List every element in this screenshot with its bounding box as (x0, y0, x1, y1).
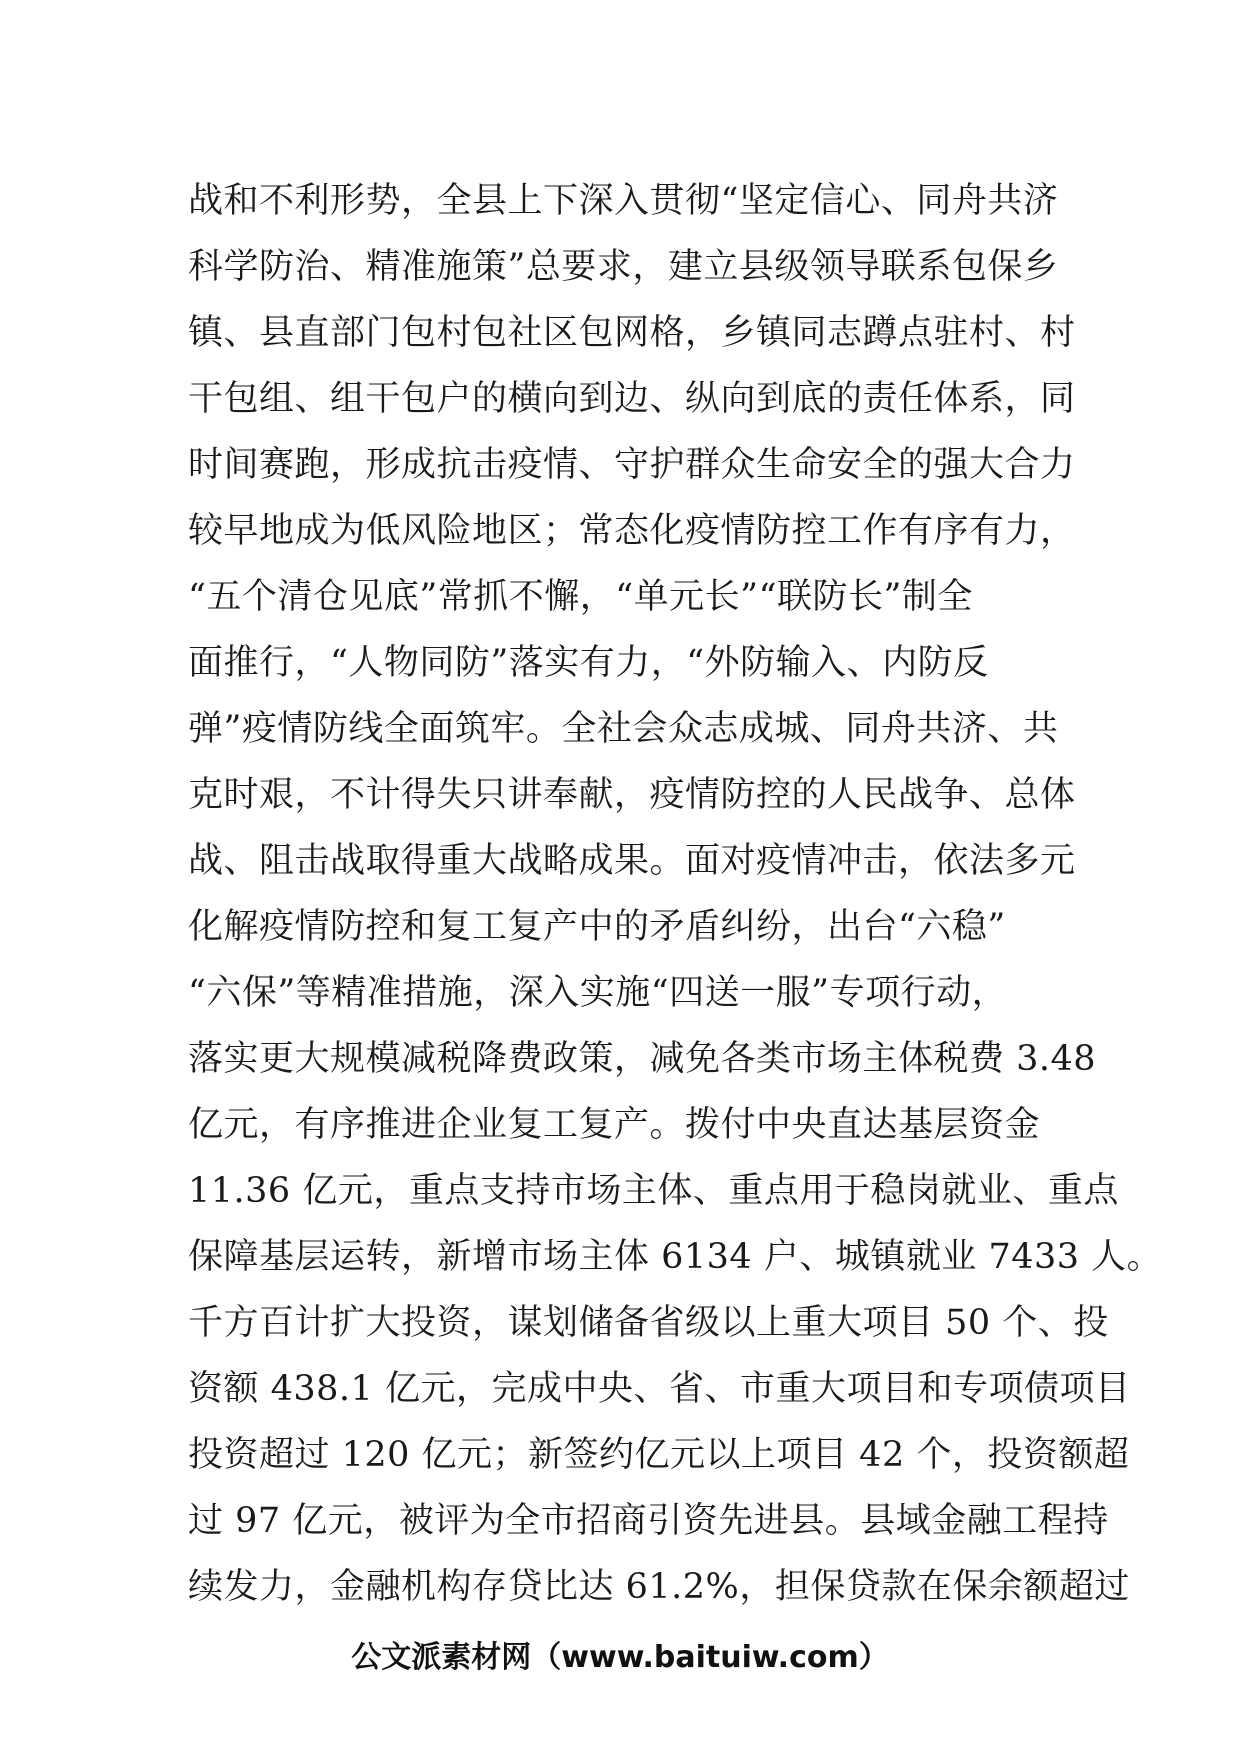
text-line: 弹”疫情防线全面筑牢。全社会众志成城、同舟共济、共 (188, 709, 1059, 749)
text-line: 11.36 亿元，重点支持市场主体、重点用于稳岗就业、重点 (188, 1171, 1119, 1211)
text-line: 时间赛跑，形成抗击疫情、守护群众生命安全的强大合力 (188, 445, 1076, 485)
text-line: 化解疫情防控和复工复产中的矛盾纠纷，出台“六稳” (188, 907, 1006, 947)
text-line: 投资超过 120 亿元；新签约亿元以上项目 42 个，投资额超 (188, 1435, 1130, 1475)
text-line: 面推行，“人物同防”落实有力，“外防输入、内防反 (188, 643, 989, 683)
text-line: 续发力，金融机构存贷比达 61.2%，担保贷款在保余额超过 (188, 1567, 1130, 1607)
text-line: “六保”等精准措施，深入实施“四送一服”专项行动， (188, 973, 1008, 1013)
text-line: 干包组、组干包户的横向到边、纵向到底的责任体系，同 (188, 379, 1076, 419)
text-line: 科学防治、精准施策”总要求，建立县级领导联系包保乡 (188, 247, 1059, 287)
text-line: 千方百计扩大投资，谋划储备省级以上重大项目 50 个、投 (188, 1303, 1109, 1343)
text-line: 镇、县直部门包村包社区包网格，乡镇同志蹲点驻村、村 (188, 313, 1076, 353)
text-line: 保障基层运转，新增市场主体 6134 户、城镇就业 7433 人。 (188, 1237, 1163, 1277)
text-line: 较早地成为低风险地区；常态化疫情防控工作有序有力， (188, 511, 1076, 551)
document-body (188, 168, 1163, 1620)
text-line: 亿元，有序推进企业复工复产。拨付中央直达基层资金 (188, 1105, 1041, 1145)
text-line: “五个清仓见底”常抓不懈，“单元长”“联防长”制全 (188, 577, 973, 617)
text-line: 落实更大规模减税降费政策，减免各类市场主体税费 3.48 (188, 1039, 1097, 1079)
text-line: 战、阻击战取得重大战略成果。面对疫情冲击，依法多元 (188, 841, 1076, 881)
text-line: 资额 438.1 亿元，完成中央、省、市重大项目和专项债项目 (188, 1369, 1131, 1409)
text-line: 战和不利形势，全县上下深入贯彻“坚定信心、同舟共济 (188, 181, 1059, 221)
text-line: 克时艰，不计得失只讲奉献，疫情防控的人民战争、总体 (188, 775, 1076, 815)
text-line: 过 97 亿元，被评为全市招商引资先进县。县域金融工程持 (188, 1501, 1109, 1541)
page-footer: 公文派素材网（www.baituiw.com） (351, 1640, 889, 1675)
